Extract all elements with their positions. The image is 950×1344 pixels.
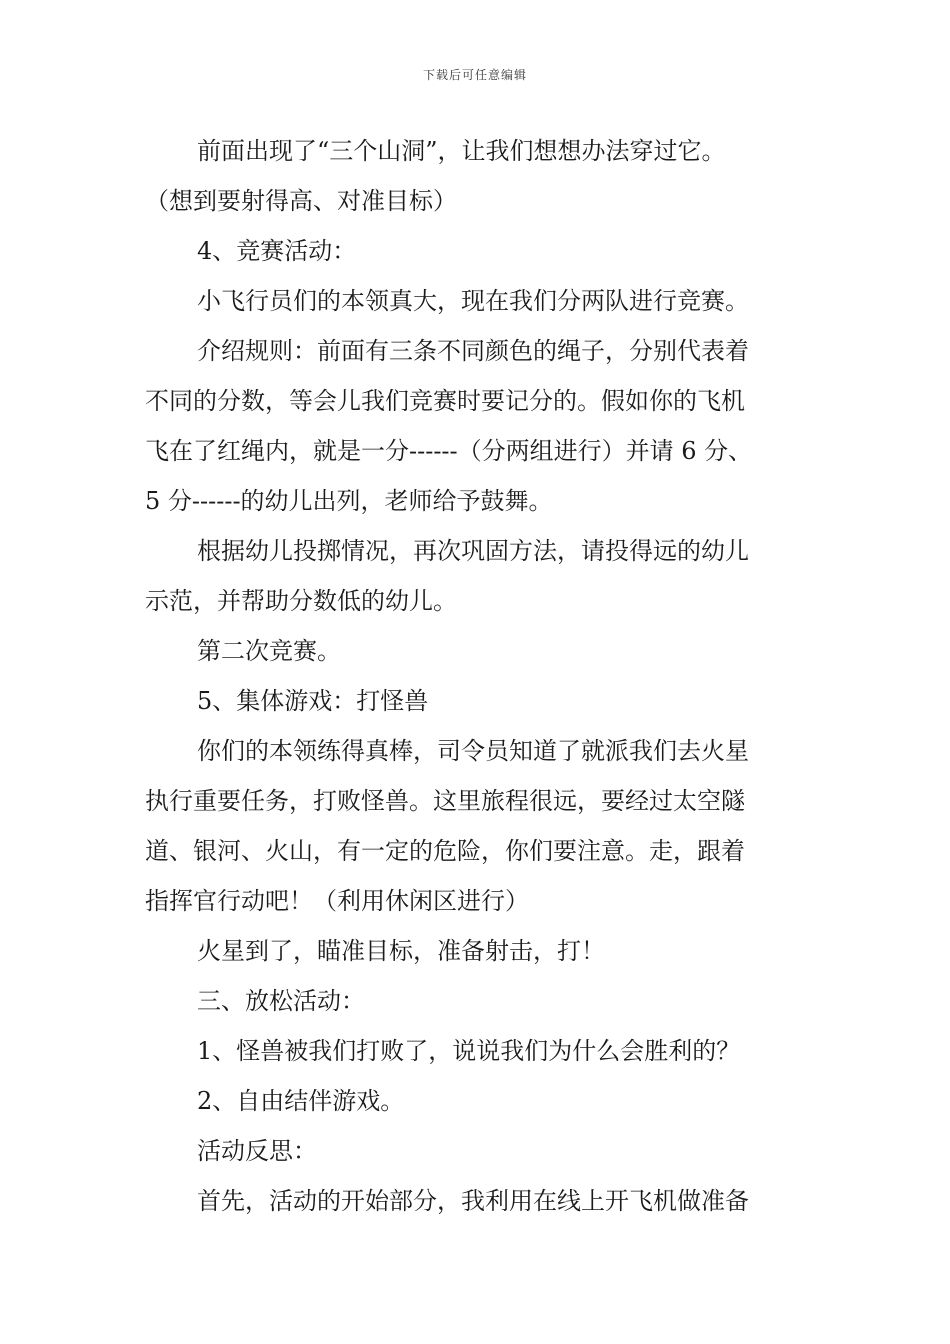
paragraph-line: （想到要射得高、对准目标） (145, 187, 457, 215)
paragraph-line: 三、放松活动： (197, 987, 365, 1015)
paragraph-line: 首先，活动的开始部分，我利用在线上开飞机做准备 (197, 1187, 749, 1215)
paragraph-line: 介绍规则：前面有三条不同颜色的绳子，分别代表着 (197, 337, 749, 365)
paragraph (145, 1126, 825, 1176)
paragraph-line: 前面出现了“三个山洞”，让我们想想办法穿过它。 (197, 137, 726, 165)
paragraph (145, 626, 825, 676)
paragraph-line: 执行重要任务，打败怪兽。这里旅程很远，要经过太空隧 (145, 787, 745, 815)
paragraph (145, 326, 825, 526)
paragraph-line: 5、集体游戏：打怪兽 (197, 687, 429, 715)
paragraph (145, 276, 825, 326)
paragraph (145, 676, 825, 726)
paragraph-line: 第二次竞赛。 (197, 637, 341, 665)
document-body (145, 126, 825, 1226)
page-header: 下载后可任意编辑 (422, 68, 527, 82)
paragraph (145, 126, 825, 226)
paragraph-line: 你们的本领练得真棒，司令员知道了就派我们去火星 (197, 737, 749, 765)
paragraph (145, 226, 825, 276)
paragraph (145, 1076, 825, 1126)
paragraph-line: 火星到了，瞄准目标，准备射击，打！ (197, 937, 605, 965)
paragraph (145, 976, 825, 1026)
paragraph-line: 1、怪兽被我们打败了，说说我们为什么会胜利的？ (197, 1037, 741, 1065)
paragraph-line: 4、竞赛活动： (197, 237, 357, 265)
paragraph (145, 726, 825, 926)
paragraph (145, 526, 825, 626)
paragraph-line: 示范，并帮助分数低的幼儿。 (145, 587, 457, 615)
paragraph-line: 根据幼儿投掷情况，再次巩固方法，请投得远的幼儿 (197, 537, 749, 565)
paragraph (145, 926, 825, 976)
paragraph-line: 5 分------的幼儿出列，老师给予鼓舞。 (145, 487, 553, 515)
paragraph-line: 飞在了红绳内，就是一分------（分两组进行）并请 6 分、 (145, 437, 753, 465)
paragraph-line: 活动反思： (197, 1137, 317, 1165)
paragraph-line: 不同的分数，等会儿我们竞赛时要记分的。假如你的飞机 (145, 387, 745, 415)
paragraph-line: 道、银河、火山，有一定的危险，你们要注意。走，跟着 (145, 837, 745, 865)
paragraph (145, 1176, 825, 1226)
paragraph-line: 指挥官行动吧！（利用休闲区进行） (145, 887, 529, 915)
paragraph-line: 小飞行员们的本领真大，现在我们分两队进行竞赛。 (197, 287, 749, 315)
paragraph (145, 1026, 825, 1076)
paragraph-line: 2、自由结伴游戏。 (197, 1087, 405, 1115)
